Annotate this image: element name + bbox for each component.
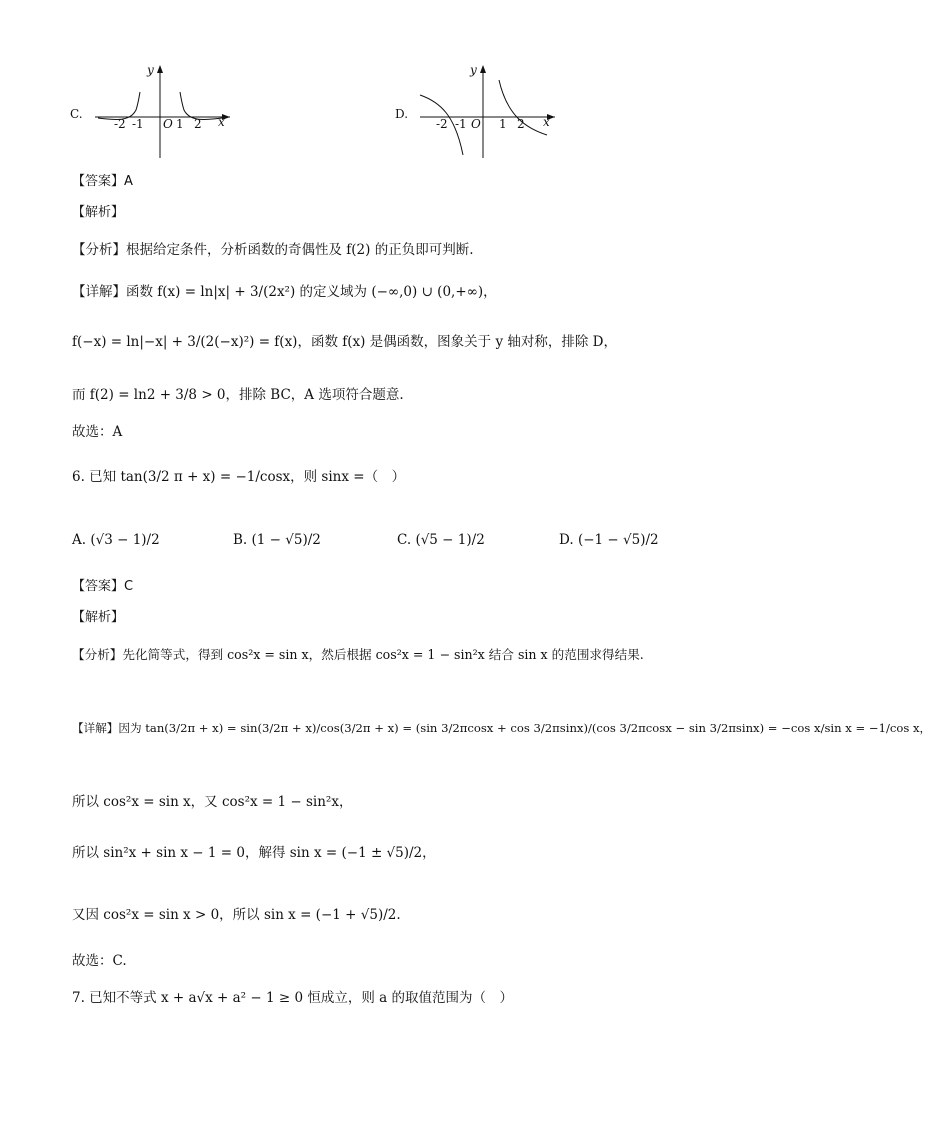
- q6-detail-line1: 所以 cos²x = sin x，又 cos²x = 1 − sin²x，: [72, 794, 353, 810]
- q6-detail-line2: 所以 sin²x + sin x − 1 = 0，解得 sin x = (−1 ± √5)/2，: [72, 845, 436, 861]
- q6-option-d: [559, 530, 659, 550]
- graph-d-label: D.: [395, 107, 409, 121]
- q6-option-b: [233, 530, 321, 550]
- option-label: C.: [397, 532, 412, 548]
- q6-analysis-head: 【解析】: [72, 610, 125, 625]
- q6-analysis: 【分析】先化简等式，得到 cos²x = sin x，然后根据 cos²x = 1 − sin²x 结合 sin x 的范围求得结果.: [72, 647, 644, 662]
- graph-d-x-label: x: [543, 115, 550, 129]
- q5-answer: 【答案】A: [72, 174, 133, 189]
- q5-analysis: 【分析】根据给定条件，分析函数的奇偶性及 f(2) 的正负即可判断.: [72, 242, 474, 258]
- q6-option-a: [72, 530, 160, 550]
- graph-d-tick: 1: [499, 117, 507, 131]
- graph-c-tick: -1: [132, 117, 144, 131]
- graph-c: [70, 60, 240, 165]
- graph-d-origin: O: [471, 117, 481, 131]
- graph-c-label: C.: [70, 107, 83, 121]
- graph-c-origin: O: [163, 117, 173, 131]
- graph-d: [395, 60, 565, 165]
- graph-c-y-label: y: [147, 63, 154, 77]
- q5-analysis-head: 【解析】: [72, 205, 125, 220]
- graph-d-tick: 2: [517, 117, 525, 131]
- q7-stem: 7. 已知不等式 x + a√x + a² − 1 ≥ 0 恒成立，则 a 的取值范围为（ ）: [72, 990, 513, 1006]
- graph-c-tick: 2: [194, 117, 202, 131]
- option-text: (1 − √5)/2: [251, 532, 321, 548]
- graph-c-tick: -2: [114, 117, 126, 131]
- option-text: (√3 − 1)/2: [90, 532, 160, 548]
- q5-detail: 【详解】函数 f(x) = ln|x| + 3/(2x²) 的定义域为 (−∞,0) ∪ (0,+∞)，: [72, 284, 497, 300]
- q5-choose: 故选：A: [72, 424, 123, 440]
- q6-detail: 【详解】因为 tan(3/2π + x) = sin(3/2π + x)/cos(3/2π + x) = (sin 3/2πcosx + cos 3/2πsinx)/(cos 3/2πcosx − sin 3/2πsinx) = −cos x/sin x = −1/cos x，: [72, 721, 931, 735]
- q6-answer: 【答案】C: [72, 579, 134, 594]
- graph-d-tick: -2: [436, 117, 448, 131]
- q6-detail-line3: 又因 cos²x = sin x > 0，所以 sin x = (−1 + √5)/2.: [72, 907, 401, 923]
- q6-stem: 6. 已知 tan(3/2 π + x) = −1/cosx，则 sinx =（ ）: [72, 469, 406, 485]
- q6-option-c: [397, 530, 485, 550]
- option-text: (√5 − 1)/2: [415, 532, 485, 548]
- option-text: (−1 − √5)/2: [577, 532, 659, 548]
- option-label: A.: [72, 532, 87, 548]
- q5-detail-line2: f(−x) = ln|−x| + 3/(2(−x)²) = f(x)，函数 f(x) 是偶函数，图象关于 y 轴对称，排除 D，: [72, 334, 617, 350]
- q5-detail-line3: 而 f(2) = ln2 + 3/8 > 0，排除 BC，A 选项符合题意.: [72, 387, 404, 403]
- graph-c-tick: 1: [176, 117, 184, 131]
- graph-d-tick: -1: [455, 117, 467, 131]
- option-label: B.: [233, 532, 248, 548]
- graph-d-y-label: y: [470, 63, 477, 77]
- graph-c-x-label: x: [218, 115, 225, 129]
- option-label: D.: [559, 532, 574, 548]
- q6-choose: 故选：C.: [72, 953, 127, 969]
